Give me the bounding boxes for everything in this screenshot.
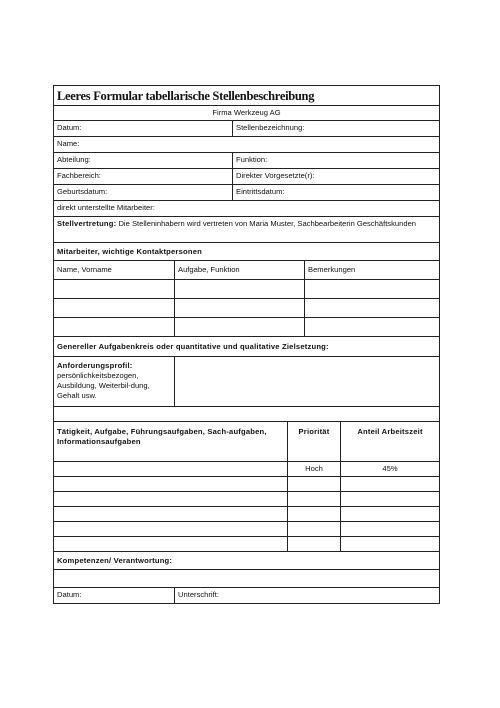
aufgabenkreis-row bbox=[54, 336, 439, 356]
col-name-vorname: Name, Vorname bbox=[57, 265, 112, 274]
col-anteil-arbeitszeit: Anteil Arbeitszeit bbox=[340, 422, 439, 461]
aufgabenkreis-heading[interactable]: Genereller Aufgabenkreis oder quantitative und qualitative Zielsetzung: bbox=[57, 342, 329, 351]
taetigkeit-cell[interactable] bbox=[54, 462, 287, 476]
kontakt-cell[interactable] bbox=[174, 318, 304, 336]
company-row bbox=[54, 105, 439, 120]
name-row bbox=[54, 136, 439, 152]
geburtsdatum-row bbox=[54, 184, 439, 200]
taetigkeit-cell[interactable] bbox=[54, 522, 287, 536]
anteil-cell[interactable]: 45% bbox=[340, 462, 439, 476]
stellenbezeichnung-field[interactable]: Stellenbezeichnung: bbox=[232, 121, 439, 136]
abteilung-row bbox=[54, 152, 439, 168]
kontakt-header-row bbox=[54, 260, 439, 279]
funktion-field[interactable]: Funktion: bbox=[232, 153, 439, 168]
taetigkeit-cell[interactable] bbox=[54, 537, 287, 551]
anforderungsprofil-row bbox=[54, 356, 439, 406]
job-description-form bbox=[53, 85, 440, 604]
kontakt-cell[interactable] bbox=[174, 280, 304, 298]
taetigkeit-row bbox=[54, 476, 439, 491]
anteil-cell[interactable] bbox=[340, 537, 439, 551]
kontakt-row bbox=[54, 298, 439, 317]
prioritaet-cell[interactable] bbox=[287, 507, 340, 521]
anforderungsprofil-input[interactable] bbox=[174, 357, 439, 406]
form-title: Leeres Formular tabellarische Stellenbeschreibung bbox=[57, 89, 315, 103]
taetigkeit-row bbox=[54, 491, 439, 506]
eintrittsdatum-field[interactable]: Eintrittsdatum: bbox=[232, 185, 439, 200]
footer-datum-field[interactable]: Datum: bbox=[57, 590, 82, 599]
taetigkeit-row bbox=[54, 461, 439, 476]
prioritaet-cell[interactable] bbox=[287, 477, 340, 491]
vorgesetzter-field[interactable]: Direkter Vorgesetzte(r): bbox=[232, 169, 439, 184]
kompetenzen-input[interactable] bbox=[54, 570, 439, 587]
kompetenzen-heading[interactable]: Kompetenzen/ Verantwortung: bbox=[57, 556, 173, 565]
anforderungsprofil-label: Anforderungsprofil: bbox=[57, 361, 133, 370]
col-prioritaet: Priorität bbox=[287, 422, 340, 461]
mitarbeiter-row bbox=[54, 200, 439, 216]
kontakt-cell[interactable] bbox=[174, 299, 304, 317]
taetigkeit-row bbox=[54, 506, 439, 521]
col-taetigkeit: Tätigkeit, Aufgabe, Führungsaufgaben, Sach-aufgaben, Informationsaufgaben bbox=[57, 427, 267, 446]
mitarbeiter-field[interactable]: direkt unterstellte Mitarbeiter: bbox=[57, 203, 155, 212]
taetigkeit-cell[interactable] bbox=[54, 477, 287, 491]
anteil-cell[interactable] bbox=[340, 492, 439, 506]
kontakt-cell[interactable] bbox=[54, 299, 174, 317]
taetigkeit-header-row bbox=[54, 421, 439, 461]
taetigkeit-row bbox=[54, 521, 439, 536]
prioritaet-cell[interactable]: Hoch bbox=[287, 462, 340, 476]
col-bemerkungen: Bemerkungen bbox=[304, 261, 439, 279]
spacer-cell bbox=[54, 407, 439, 421]
taetigkeit-row bbox=[54, 536, 439, 551]
stellvertretung-cell[interactable] bbox=[54, 217, 439, 242]
anteil-cell[interactable] bbox=[340, 507, 439, 521]
kontakt-heading-row bbox=[54, 242, 439, 260]
kontakt-cell[interactable] bbox=[54, 280, 174, 298]
taetigkeit-cell[interactable] bbox=[54, 507, 287, 521]
anteil-cell[interactable] bbox=[340, 477, 439, 491]
footer-row bbox=[54, 587, 439, 603]
anforderungsprofil-cell bbox=[54, 357, 174, 406]
stellvertretung-text: Die Stelleninhabern wird vertreten von Maria Muster, Sachbearbeiterin Geschäftskunden bbox=[116, 219, 417, 228]
anforderungsprofil-text: persönlichkeitsbezogen, Ausbildung, Weiterbil-dung, Gehalt usw. bbox=[57, 371, 150, 400]
kontakt-row bbox=[54, 279, 439, 298]
fachbereich-row bbox=[54, 168, 439, 184]
prioritaet-cell[interactable] bbox=[287, 522, 340, 536]
datum-row bbox=[54, 120, 439, 136]
company-name: Firma Werkzeug AG bbox=[212, 108, 281, 117]
datum-field[interactable]: Datum: bbox=[57, 123, 82, 132]
fachbereich-field[interactable]: Fachbereich: bbox=[57, 171, 101, 180]
kontakt-heading: Mitarbeiter, wichtige Kontaktpersonen bbox=[57, 247, 202, 256]
taetigkeit-cell[interactable] bbox=[54, 492, 287, 506]
unterschrift-field[interactable]: Unterschrift: bbox=[174, 588, 439, 603]
kontakt-cell[interactable] bbox=[304, 318, 439, 336]
kontakt-cell[interactable] bbox=[304, 280, 439, 298]
abteilung-field[interactable]: Abteilung: bbox=[57, 155, 91, 164]
kompetenzen-row bbox=[54, 551, 439, 569]
kontakt-cell[interactable] bbox=[304, 299, 439, 317]
col-aufgabe-funktion: Aufgabe, Funktion bbox=[174, 261, 304, 279]
prioritaet-cell[interactable] bbox=[287, 537, 340, 551]
kompetenzen-input-row bbox=[54, 569, 439, 587]
anteil-cell[interactable] bbox=[340, 522, 439, 536]
kontakt-row bbox=[54, 317, 439, 336]
stellvertretung-row bbox=[54, 216, 439, 242]
name-field[interactable]: Name: bbox=[57, 139, 80, 148]
geburtsdatum-field[interactable]: Geburtsdatum: bbox=[57, 187, 108, 196]
spacer-row bbox=[54, 406, 439, 421]
stellvertretung-label: Stellvertretung: bbox=[57, 219, 117, 228]
kontakt-cell[interactable] bbox=[54, 318, 174, 336]
prioritaet-cell[interactable] bbox=[287, 492, 340, 506]
title-row bbox=[54, 86, 439, 105]
